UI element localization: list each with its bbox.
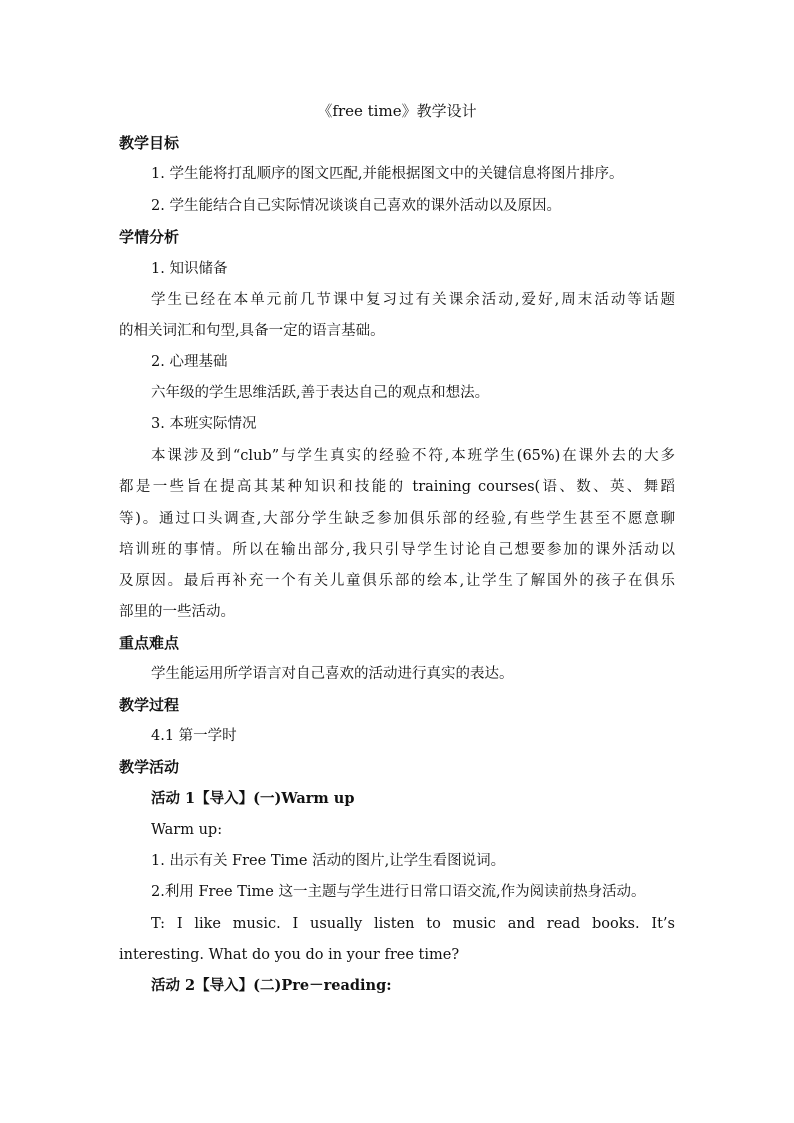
paragraph-line: 的相关词汇和句型,具备一定的语言基础。 <box>119 323 385 339</box>
activity-subtitle: Warm up: <box>151 822 223 838</box>
analysis-subheading: 3. 本班实际情况 <box>151 416 257 432</box>
paragraph-line: 六年级的学生思维活跃,善于表达自己的观点和想法。 <box>151 385 490 401</box>
process-text: 4.1 第一学时 <box>151 728 237 744</box>
activity-title: 活动 2【导入】(二)Pre－reading: <box>151 977 392 994</box>
paragraph-line: 部里的一些活动。 <box>119 604 235 620</box>
teacher-dialogue-line: T: I like music. I usually listen to music and read books. It’s <box>151 916 675 932</box>
analysis-subheading: 1. 知识储备 <box>151 261 228 277</box>
activity-item: 2.利用 Free Time 这一主题与学生进行日常口语交流,作为阅读前热身活动。 <box>151 884 646 900</box>
paragraph-line: 培训班的事情。所以在输出部分,我只引导学生讨论自己想要参加的课外活动以 <box>119 542 675 558</box>
paragraph-line: 本课涉及到“club”与学生真实的经验不符,本班学生(65%)在课外去的大多 <box>151 448 675 464</box>
paragraph-line: 都是一些旨在提高其某种知识和技能的 training courses(语、数、英、舞蹈 <box>119 479 675 495</box>
teacher-dialogue-line: interesting. What do you do in your free time? <box>119 947 460 963</box>
analysis-heading: 学情分析 <box>119 228 180 246</box>
document-title: 《free time》教学设计 <box>317 102 477 120</box>
activity-item: 1. 出示有关 Free Time 活动的图片,让学生看图说词。 <box>151 853 506 869</box>
objective-item: 1. 学生能将打乱顺序的图文匹配,并能根据图文中的关键信息将图片排序。 <box>151 166 624 182</box>
paragraph-line: 等)。通过口头调查,大部分学生缺乏参加俱乐部的经验,有些学生甚至不愿意聊 <box>119 511 675 527</box>
objective-item: 2. 学生能结合自己实际情况谈谈自己喜欢的课外活动以及原因。 <box>151 198 561 214</box>
key-points-text: 学生能运用所学语言对自己喜欢的活动进行真实的表达。 <box>151 666 514 682</box>
activity-title: 活动 1【导入】(一)Warm up <box>151 790 355 807</box>
analysis-subheading: 2. 心理基础 <box>151 354 228 370</box>
paragraph-line: 学生已经在本单元前几节课中复习过有关课余活动,爱好,周末活动等话题 <box>151 292 675 308</box>
process-heading: 教学过程 <box>119 696 180 714</box>
key-points-heading: 重点难点 <box>119 634 180 652</box>
objectives-heading: 教学目标 <box>119 134 180 152</box>
paragraph-line: 及原因。最后再补充一个有关儿童俱乐部的绘本,让学生了解国外的孩子在俱乐 <box>119 573 675 589</box>
activities-heading: 教学活动 <box>119 758 180 776</box>
